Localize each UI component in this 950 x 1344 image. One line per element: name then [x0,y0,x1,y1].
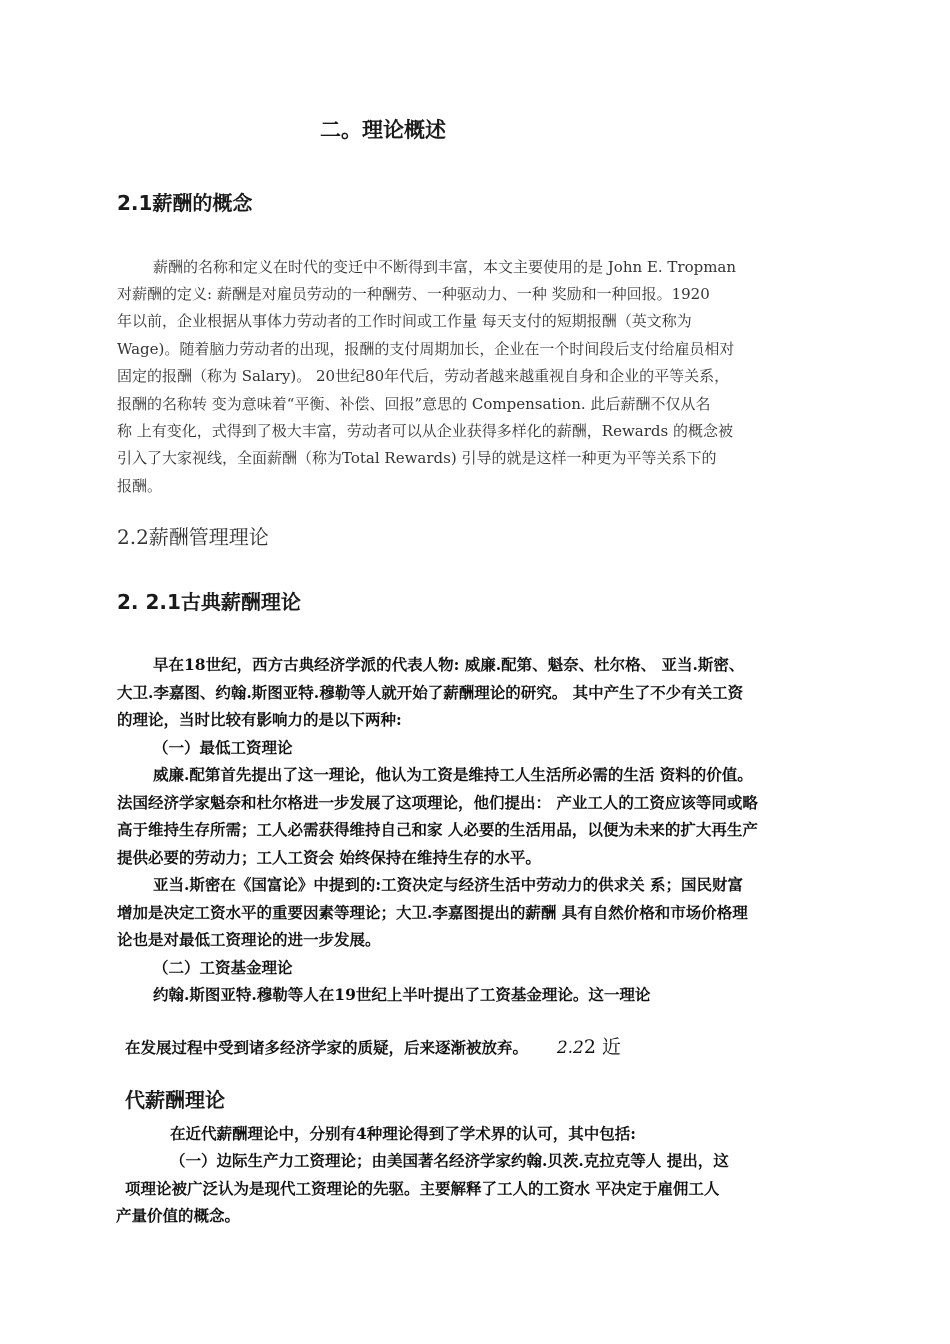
text-line: 称 上有变化，式得到了极大丰富，劳动者可以从企业获得多样化的薪酬，Rewards 的概念被 [117,422,733,440]
text-line: 早在18世纪，西方古典经济学派的代表人物: 威廉.配第、魁奈、杜尔格、 亚当.斯密、 [153,655,745,674]
section-number: 2.2 [556,1038,584,1058]
text-line: 大卫.李嘉图、约翰.斯图亚特.穆勒等人就开始了薪酬理论的研究。 其中产生了不少有关工资 [117,683,744,702]
text-line: 报酬的名称转 变为意味着“平衡、补偿、回报”意思的 Compensation. 此后薪酬不仅从名 [117,395,711,413]
text-line: 提供必要的劳动力；工人工资会 始终保持在维持生存的水平。 [117,848,541,867]
section-title: 二。理论概述 [320,118,446,142]
section-number-tail: 2 近 [583,1036,622,1058]
heading-2-2-2: 代薪酬理论 [125,1088,225,1112]
text-line: 约翰.斯图亚特.穆勒等人在19世纪上半叶提出了工资基金理论。这一理论 [153,985,651,1004]
text-line: 固定的报酬（称为 Salary)。 20世纪80年代后，劳动者越来越重视自身和企业的平等关系， [117,367,730,385]
text-line: 年以前，企业根据从事体力劳动者的工作时间或工作量 每天支付的短期报酬（英文称为 [117,312,692,330]
text-line: 增加是决定工资水平的重要因素等理论；大卫.李嘉图提出的薪酬 具有自然价格和市场价格理 [117,903,748,922]
heading-2-2-1: 2. 2.1古典薪酬理论 [117,590,301,614]
text-line-wage-fund-end [125,1038,621,1057]
text-line: 高于维持生存所需；工人必需获得维持自己和家 人必要的生活用品，以便为未来的扩大再生产 [117,820,758,839]
text-line: 威廉.配第首先提出了这一理论，他认为工资是维持工人生活所必需的生活 资料的价值。 [153,765,753,784]
text-line: 对薪酬的定义: 薪酬是对雇员劳动的一种酬劳、一种驱动力、一种 奖励和一种回报。1920 [117,285,710,303]
text-line: 的理论，当时比较有影响力的是以下两种: [117,710,402,729]
text-line: 产量价值的概念。 [116,1206,241,1225]
heading-2-2: 2.2薪酬管理理论 [117,525,269,549]
text-line: 亚当.斯密在《国富论》中提到的:工资决定与经济生活中劳动力的供求关 系；国民财富 [153,875,744,894]
text-line: （一）边际生产力工资理论；由美国著名经济学家约翰.贝茨.克拉克等人 提出，这 [170,1151,729,1170]
text-line: 项理论被广泛认为是现代工资理论的先驱。主要解释了工人的工资水 平决定于雇佣工人 [125,1179,720,1198]
text-span: 在发展过程中受到诸多经济学家的质疑，后来逐渐被放弃。 [125,1038,529,1057]
text-line: Wage)。随着脑力劳动者的出现，报酬的支付周期加长，企业在一个时间段后支付给雇员相对 [117,340,735,358]
text-line: 报酬。 [117,477,163,495]
text-line: 薪酬的名称和定义在时代的变迁中不断得到丰富，本文主要使用的是 John E. Tropman [153,258,737,276]
subheading-min-wage: （一）最低工资理论 [153,738,293,757]
subheading-wage-fund: （二）工资基金理论 [153,958,293,977]
heading-2-1: 2.1薪酬的概念 [117,191,253,215]
text-line: 在近代薪酬理论中，分别有4种理论得到了学术界的认可，其中包括: [170,1124,637,1143]
text-line: 论也是对最低工资理论的进一步发展。 [117,930,381,949]
text-line: 引入了大家视线，全面薪酬（称为Total Rewards) 引导的就是这样一种更为平等关系下的 [117,449,717,467]
text-line: 法国经济学家魁奈和杜尔格进一步发展了这项理论，他们提出： 产业工人的工资应该等同或略 [117,793,758,812]
